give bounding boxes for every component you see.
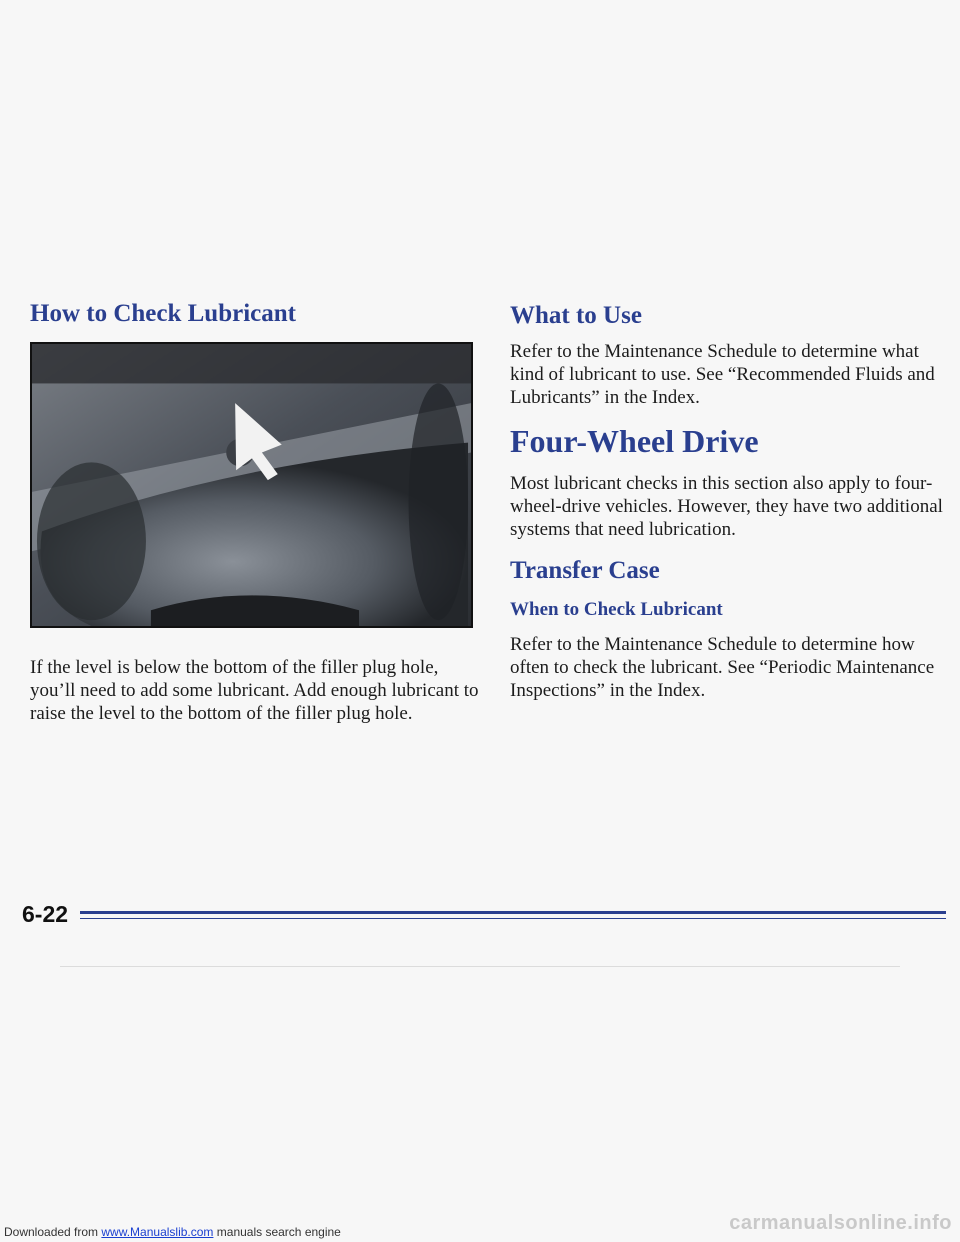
transfer-case-heading: Transfer Case bbox=[510, 557, 660, 584]
scan-line bbox=[60, 966, 900, 967]
how-to-check-heading: How to Check Lubricant bbox=[30, 300, 296, 327]
four-wheel-drive-text: Most lubricant checks in this section also apply to four-wheel-drive vehicles. However, they have two additional systems that need lubrication. bbox=[510, 473, 943, 540]
footer-rule-thick bbox=[80, 911, 946, 914]
right-column bbox=[510, 302, 950, 702]
when-to-check-heading: When to Check Lubricant bbox=[510, 599, 723, 620]
axle-photo-image bbox=[32, 344, 471, 626]
watermark-text: carmanualsonline.info bbox=[729, 1212, 952, 1234]
footer-suffix: manuals search engine bbox=[213, 1225, 341, 1239]
footer-prefix: Downloaded from bbox=[4, 1225, 102, 1239]
what-to-use-heading: What to Use bbox=[510, 302, 642, 329]
what-to-use-text: Refer to the Maintenance Schedule to determine what kind of lubricant to use. See “Recommended Fluids and Lubricants” in the Index. bbox=[510, 341, 935, 408]
manualslib-link[interactable]: www.Manualslib.com bbox=[101, 1225, 214, 1239]
axle-photo bbox=[30, 342, 473, 628]
page-number: 6-22 bbox=[22, 901, 69, 927]
four-wheel-drive-heading: Four-Wheel Drive bbox=[510, 423, 759, 459]
download-footer bbox=[4, 1225, 341, 1239]
level-instructions: If the level is below the bottom of the filler plug hole, you’ll need to add some lubricant. Add enough lubricant to raise the level to the bottom of the filler plug hole. bbox=[30, 657, 479, 724]
when-to-check-text: Refer to the Maintenance Schedule to determine how often to check the lubricant. See “Periodic Maintenance Inspections” in the Index. bbox=[510, 634, 935, 701]
footer-rule-thin bbox=[80, 918, 946, 919]
